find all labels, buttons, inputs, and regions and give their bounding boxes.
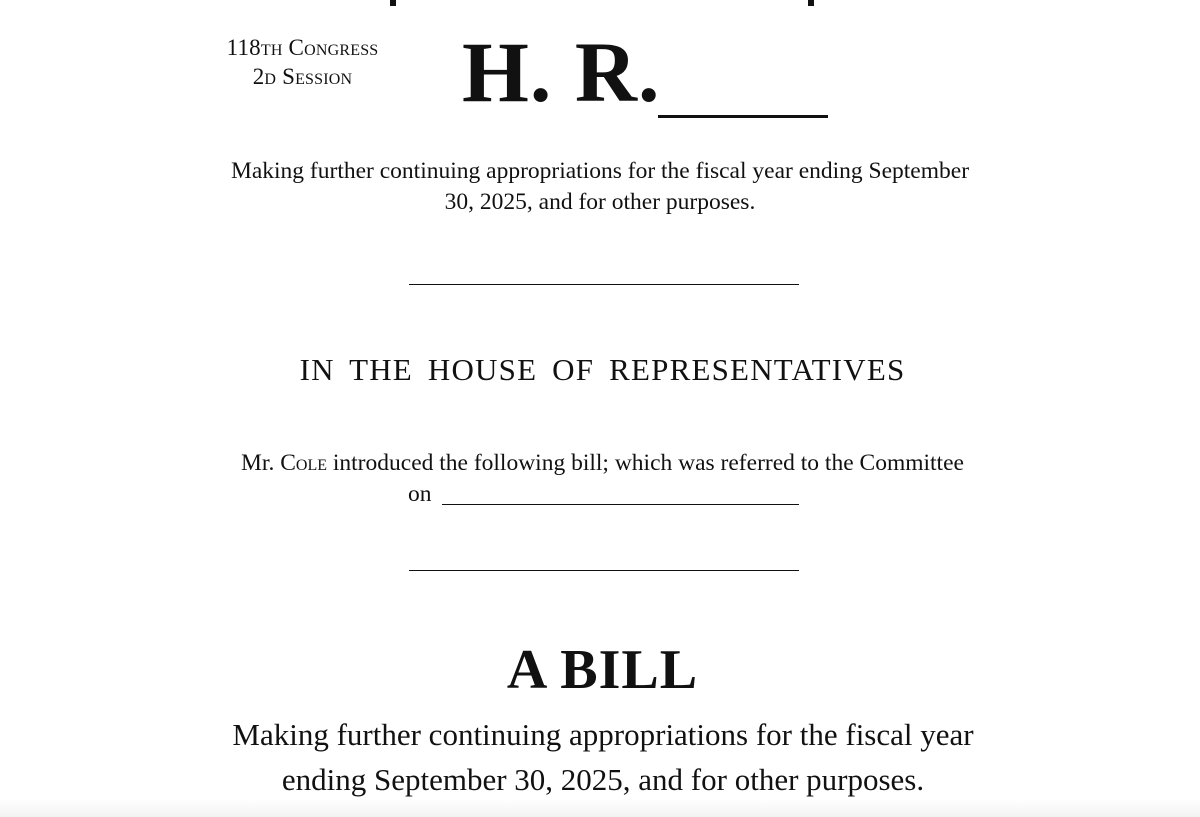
sponsor-title: Mr. xyxy=(241,450,281,476)
short-title-line-2: 30, 2025, and for other purposes. xyxy=(444,189,756,215)
referral-text: introduced the following bill; which was referred to the Committee xyxy=(327,450,964,476)
bill-heading: A BILL xyxy=(506,639,699,701)
bill-designation: H. R. xyxy=(462,24,661,120)
congress-label xyxy=(180,33,425,62)
divider-rule xyxy=(409,570,799,571)
sponsor-name: Cole xyxy=(280,450,327,476)
session-suffix: d Session xyxy=(264,64,353,89)
top-bracket-line xyxy=(390,0,814,6)
committee-blank xyxy=(442,504,799,505)
committee-on-label: on xyxy=(408,481,432,507)
session-number: 2 xyxy=(252,64,265,89)
page-bottom-edge xyxy=(0,799,1200,817)
divider-rule xyxy=(409,284,799,285)
long-title-line-2: ending September 30, 2025, and for other purposes. xyxy=(281,762,925,797)
long-title xyxy=(150,712,1056,802)
congress-number: 118 xyxy=(226,35,261,60)
congress-session-block xyxy=(180,33,425,91)
introduction-line xyxy=(130,448,1075,479)
bill-number-blank xyxy=(658,115,828,118)
short-title xyxy=(160,156,1040,218)
long-title-line-1: Making further continuing appropriations for the fiscal year xyxy=(232,717,974,752)
session-label xyxy=(180,62,425,91)
congress-suffix: th Congress xyxy=(260,35,379,60)
short-title-line-1: Making further continuing appropriations for the fiscal year ending September xyxy=(230,158,970,184)
chamber-heading: IN THE HOUSE OF REPRESENTATIVES xyxy=(299,352,906,387)
